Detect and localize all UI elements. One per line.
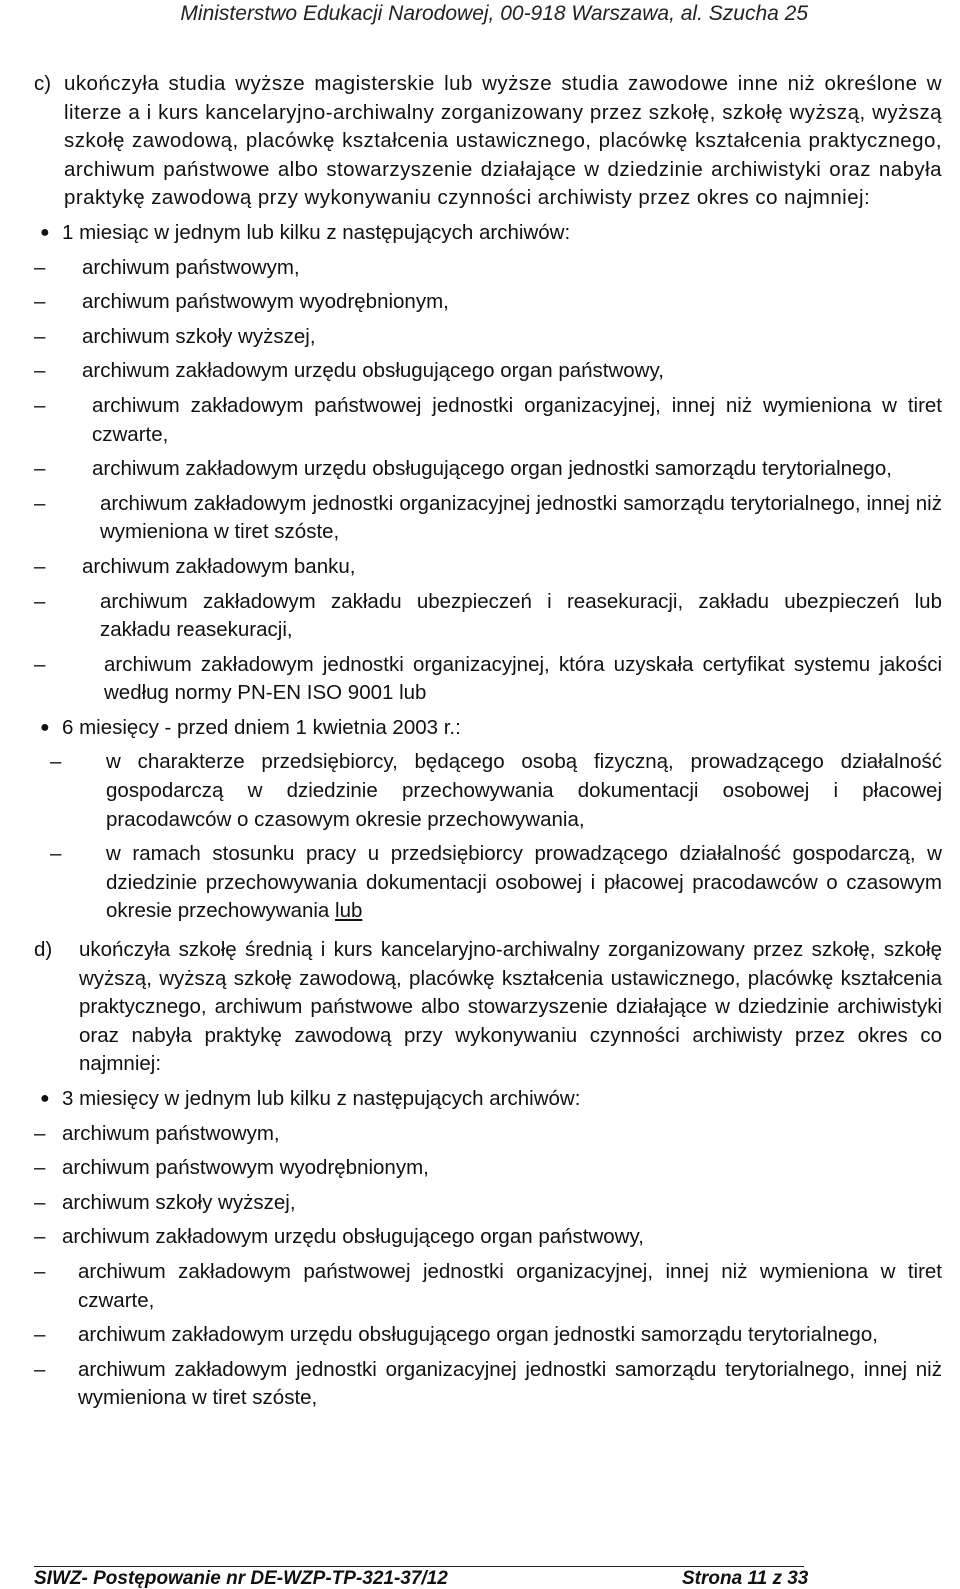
dash-icon: – [34,290,46,314]
dash-icon: – [34,393,46,417]
archive-item: – archiwum zakładowym banku, [34,553,942,582]
dash-icon: – [50,842,62,866]
footer-rule [34,1566,804,1567]
business-item: – w ramach stosunku pracy u przedsiębiorcy prowadzącego działalność gospodarczą, w dziedzinie przechowywania dokumentacji osobowej i płacowej pracodawców o czasowym okresie przechowywania lub [50,842,942,923]
dash-icon: – [50,750,62,774]
dash-icon: – [34,1259,46,1283]
dash-icon: – [34,554,46,578]
section-d-text: ukończyła szkołę średnią i kurs kancelaryjno-archiwalny zorganizowany przez szkołę, szkołę wyższą, wyższą szkołę zawodową, placówkę kształcenia ustawicznego, placówkę kształcenia praktycznego, archiwum państwowe albo stowarzyszenie działające w dziedzinie archiwistyki oraz nabyła praktykę zawodową przy wykonywaniu czynności archiwisty przez okres co najmniej: [79,938,942,1076]
archive-item: – archiwum państwowym wyodrębnionym, [34,288,942,317]
business-item: – w charakterze przedsiębiorcy, będącego osobą fizyczną, prowadzącego działalność gospodarczą w dziedzinie przechowywania dokumentacji osobowej i płacowej pracodawców o czasowym okresie przechowywania, [50,750,942,831]
dash-icon: – [34,589,46,613]
page-number: Strona 11 z 33 [682,1568,809,1589]
bullet-icon: ● [40,1090,50,1107]
archive-item: – archiwum państwowym, [34,254,942,283]
dash-icon: – [34,1225,46,1249]
dash-icon: – [34,324,46,348]
dash-icon: – [34,1190,46,1214]
underlined-lub: lub [335,899,363,923]
bullet-text: 1 miesiąc w jednym lub kilku z następujących archiwów: [62,220,571,244]
dash-icon: – [34,1323,46,1347]
section-c-label: c) [34,72,52,95]
dash-icon: – [34,359,46,383]
section-c-text: ukończyła studia wyższe magisterskie lub wyższe studia zawodowe inne niż określone w literze a i kurs kancelaryjno-archiwalny zorganizowany przez szkołę, szkołę wyższą, wyższą szkołę zawodową, placówkę kształcenia ustawicznego, placówkę kształcenia praktycznego, archiwum państwowe albo stowarzyszenie działające w dziedzinie archiwistyki oraz nabyła praktykę zawodową przy wykonywaniu czynności archiwisty przez okres co najmniej: [64,72,942,210]
archive-item: – archiwum zakładowym jednostki organizacyjnej jednostki samorządu terytorialnego, innej niż wymieniona w tiret szóste, [34,491,942,544]
archive-item: – archiwum zakładowym jednostki organizacyjnej jednostki samorządu terytorialnego, innej niż wymieniona w tiret szóste, [34,1357,942,1410]
archive-item: – archiwum zakładowym państwowej jednostki organizacyjnej, innej niż wymieniona w tiret czwarte, [34,1259,942,1312]
archive-item: – archiwum zakładowym państwowej jednostki organizacyjnej, innej niż wymieniona w tiret czwarte, [34,393,942,446]
archive-item: – archiwum zakładowym zakładu ubezpieczeń i reasekuracji, zakładu ubezpieczeń lub zakładu reasekuracji, [34,589,942,642]
section-c-paragraph [34,70,942,213]
dash-icon: – [34,457,46,481]
bullet-text: 3 miesięcy w jednym lub kilku z następujących archiwów: [62,1087,581,1110]
archive-item: – archiwum szkoły wyższej, [34,1189,942,1218]
document-body [34,70,942,1413]
running-header: Ministerstwo Edukacji Narodowej, 00-918 Warszawa, al. Szucha 25 [180,2,808,25]
dash-icon: – [34,255,46,279]
archive-item: – archiwum zakładowym urzędu obsługującego organ jednostki samorządu terytorialnego, [34,1321,942,1350]
footer-reference: SIWZ- Postępowanie nr DE-WZP-TP-321-37/12 [34,1568,448,1589]
archive-item: – archiwum szkoły wyższej, [34,323,942,352]
dash-icon: – [34,1156,46,1180]
dash-icon: – [34,652,46,676]
bullet-icon: ● [40,718,50,736]
archive-item: – archiwum państwowym wyodrębnionym, [34,1154,942,1183]
bullet-icon: ● [40,223,50,241]
section-c-bullet-1 [34,219,942,248]
section-c-bullet-2 [34,714,942,743]
section-d-paragraph [34,936,942,1079]
dash-icon: – [34,491,46,515]
dash-icon: – [34,1121,46,1145]
section-d-label: d) [34,938,53,962]
section-d-bullet-1 [34,1085,942,1114]
archive-item: – archiwum zakładowym urzędu obsługującego organ jednostki samorządu terytorialnego, [34,455,942,484]
archive-item: – archiwum zakładowym jednostki organizacyjnej, która uzyskała certyfikat systemu jakości według normy PN-EN ISO 9001 lub [34,652,942,705]
archive-item: – archiwum zakładowym urzędu obsługującego organ państwowy, [34,1223,942,1252]
dash-icon: – [34,1357,46,1381]
archive-item: – archiwum państwowym, [34,1120,942,1149]
bullet-text: 6 miesięcy - przed dniem 1 kwietnia 2003 r.: [62,715,461,739]
archive-item: – archiwum zakładowym urzędu obsługującego organ państwowy, [34,357,942,386]
